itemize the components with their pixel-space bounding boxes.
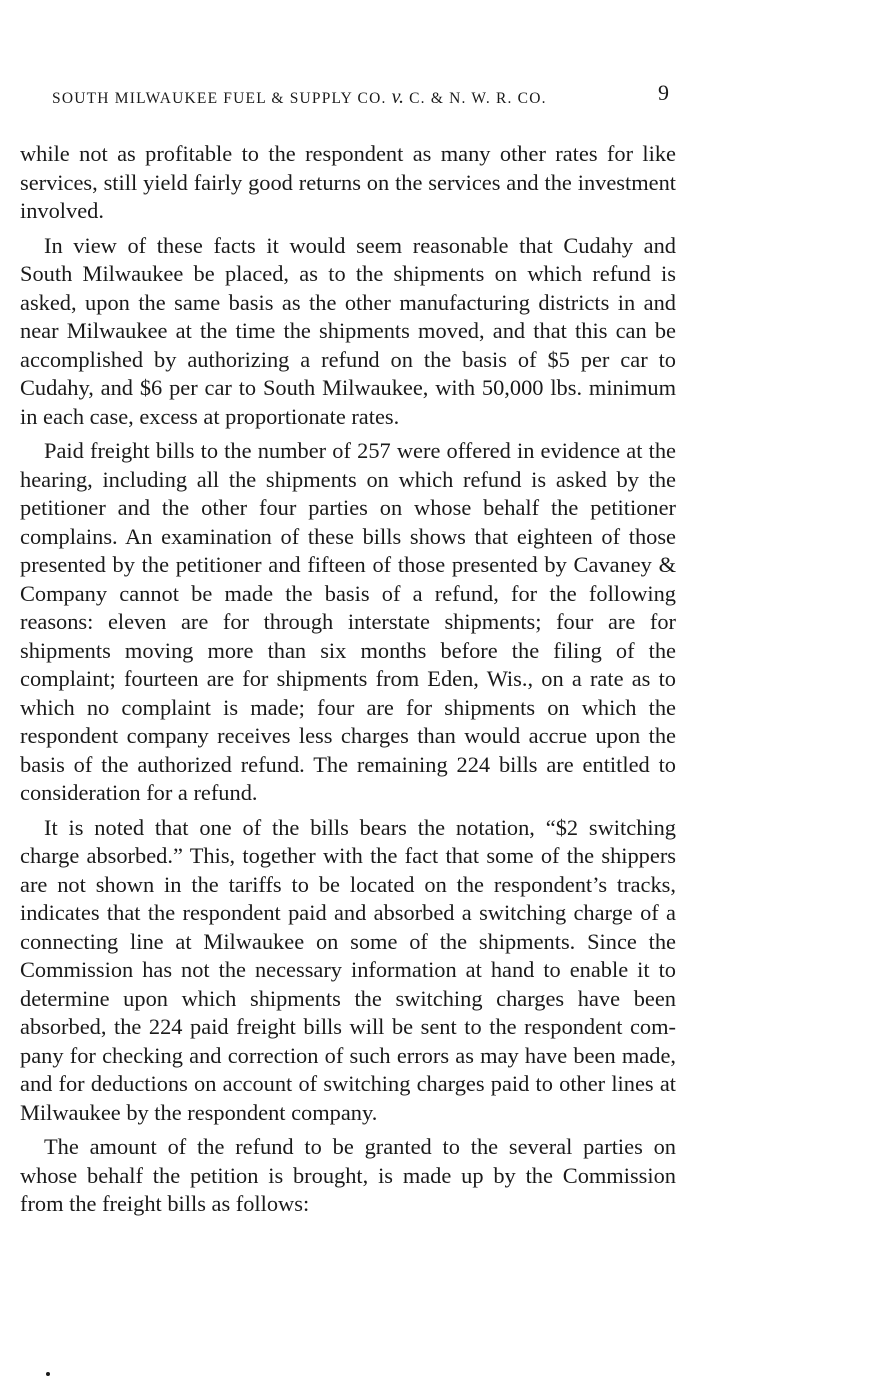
running-head <box>52 86 692 109</box>
running-head-versus: v. <box>391 86 405 108</box>
paragraph-cudahy-basis: In view of these facts it would seem reasonable that Cudahy and South Milwaukee be placed, as to the shipments on which refund is asked, upon the same basis as the other manufacturing districts in and near Milwaukee at the time the shipments moved, and that this can be accomplished by authorizing a refund on the basis of $5 per car to Cudahy, and $6 per car to South Milwaukee, with 50,000 lbs. minimum in each case, excess at proportionate rates. <box>20 232 676 429</box>
paragraph-continuation: while not as profitable to the respondent as many other rates for like services, still yield fairly good returns on the services and the investment involved. <box>20 141 676 223</box>
paragraph-freight-bills: Paid freight bills to the number of 257 were offered in evidence at the hearing, including all the shipments on which refund is asked by the petitioner and the other four parties on whose behalf the petitioner complains. An examination of these bills shows that eighteen of those presented by the petitioner and fifteen of those presented by Cavaney & Company cannot be made the basis of a refund, for the following reasons: eleven are for through interstate shipments; four are for shipments moving more than six months before the filing of the complaint; fourteen are for shipments from Eden, Wis., on a rate as to which no complaint is made; four are for shipments on which the respondent company receives less charges than would accrue upon the basis of the authorized refund. The remaining 224 bills are entitled to consideration for a refund. <box>20 438 676 805</box>
paragraph-refund-amount: The amount of the refund to be granted to the several parties on whose behalf the petition is brought, is made up by the Commission from the freight bills as follows: <box>20 1134 676 1216</box>
paragraph-switching-charge: It is noted that one of the bills bears the notation, “$2 switching charge absorbed.” This, together with the fact that some of the shippers are not shown in the tariffs to be located on the respondent’s tracks, indicates that the respondent paid and absorbed a switching charge of a connecting line at Milwaukee on some of the shipments. Since the Commission has not the necessary information at hand to enable it to determine upon which shipments the switching charges have been absorbed, the 224 paid freight bills will be sent to the respondent company for checking and correction of such errors as may have been made, and for deductions on account of switching charges paid to other lines at Milwaukee by the respondent company. <box>20 814 676 1125</box>
running-head-title-part1: SOUTH MILWAUKEE FUEL & SUPPLY CO. <box>52 90 387 107</box>
body-text <box>20 140 676 1225</box>
ink-speck <box>46 1372 50 1376</box>
running-head-title-part2: C. & N. W. R. CO. <box>409 90 547 107</box>
page-number: 9 <box>658 80 669 105</box>
